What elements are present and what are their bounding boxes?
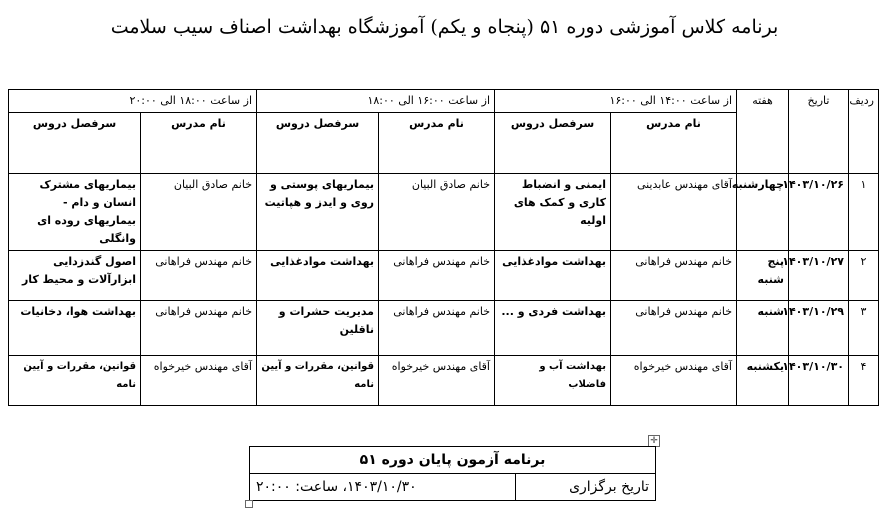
- row-teacher-3: آقای مهندس خیرخواه: [141, 356, 257, 406]
- header-day: هفته: [737, 90, 789, 174]
- row-radif: ۴: [849, 356, 879, 406]
- row-radif: ۳: [849, 301, 879, 356]
- row-radif: ۱: [849, 174, 879, 251]
- header-teacher-3: نام مدرس: [141, 113, 257, 174]
- row-date: ۱۴۰۳/۱۰/۳۰: [789, 356, 849, 406]
- row-topic-2: مدیریت حشرات و ناقلین: [257, 301, 379, 356]
- row-date: ۱۴۰۳/۱۰/۲۶: [789, 174, 849, 251]
- row-day: چهارشنبه: [737, 174, 789, 251]
- row-teacher-1: خانم مهندس فراهانی: [611, 251, 737, 301]
- header-teacher-1: نام مدرس: [611, 113, 737, 174]
- row-topic-1: بهداشت آب و فاضلاب: [495, 356, 611, 406]
- row-topic-1: بهداشت فردی و ...: [495, 301, 611, 356]
- row-teacher-3: خانم مهندس فراهانی: [141, 301, 257, 356]
- resize-handle[interactable]: [245, 500, 253, 508]
- row-topic-2: بیماریهای پوستی و روی و ایدز و هپاتیت: [257, 174, 379, 251]
- row-day: شنبه: [737, 301, 789, 356]
- move-icon[interactable]: ✛: [648, 435, 660, 447]
- row-radif: ۲: [849, 251, 879, 301]
- row-teacher-1: آقای مهندس خیرخواه: [611, 356, 737, 406]
- exam-table: [249, 446, 656, 501]
- row-teacher-3: خانم مهندس فراهانی: [141, 251, 257, 301]
- header-topic-1: سرفصل دروس: [495, 113, 611, 174]
- row-teacher-2: خانم مهندس فراهانی: [379, 251, 495, 301]
- row-teacher-3: خانم صادق البیان: [141, 174, 257, 251]
- exam-date-value: ۱۴۰۳/۱۰/۳۰، ساعت: ۲۰:۰۰: [250, 474, 516, 501]
- row-topic-3: بیماریهای مشترک انسان و دام - بیماریهای روده ای وانگلی: [9, 174, 141, 251]
- header-topic-3: سرفصل دروس: [9, 113, 141, 174]
- row-teacher-1: خانم مهندس فراهانی: [611, 301, 737, 356]
- row-topic-1: بهداشت موادغذایی: [495, 251, 611, 301]
- table-row: [9, 301, 879, 356]
- exam-date-label: تاریخ برگزاری: [516, 474, 656, 501]
- header-slot-3: از ساعت ۱۸:۰۰ الی ۲۰:۰۰: [9, 90, 257, 113]
- row-day: پنج شنبه: [737, 251, 789, 301]
- table-row: [9, 174, 879, 251]
- schedule-table: [8, 89, 879, 406]
- exam-title: برنامه آزمون پایان دوره ۵۱: [250, 447, 656, 474]
- row-day: یکشنبه: [737, 356, 789, 406]
- row-topic-2: بهداشت موادغذایی: [257, 251, 379, 301]
- row-teacher-2: خانم مهندس فراهانی: [379, 301, 495, 356]
- row-teacher-2: خانم صادق البیان: [379, 174, 495, 251]
- header-radif: ردیف: [849, 90, 879, 174]
- row-date: ۱۴۰۳/۱۰/۲۷: [789, 251, 849, 301]
- row-teacher-1: آقای مهندس عابدینی: [611, 174, 737, 251]
- header-slot-1: از ساعت ۱۴:۰۰ الی ۱۶:۰۰: [495, 90, 737, 113]
- row-date: ۱۴۰۳/۱۰/۲۹: [789, 301, 849, 356]
- row-teacher-2: آقای مهندس خیرخواه: [379, 356, 495, 406]
- row-topic-2: قوانین، مقررات و آیین نامه: [257, 356, 379, 406]
- row-topic-3: قوانین، مقررات و آیین نامه: [9, 356, 141, 406]
- row-topic-3: بهداشت هوا، دخانیات: [9, 301, 141, 356]
- row-topic-1: ایمنی و انضباط کاری و کمک های اولیه: [495, 174, 611, 251]
- header-slot-2: از ساعت ۱۶:۰۰ الی ۱۸:۰۰: [257, 90, 495, 113]
- table-row: [9, 356, 879, 406]
- page-title: برنامه کلاس آموزشی دوره ۵۱ (پنجاه و یکم) آموزشگاه بهداشت اصناف سیب سلامت: [110, 16, 779, 38]
- row-topic-3: اصول گندزدایی ابزارآلات و محیط کار: [9, 251, 141, 301]
- header-teacher-2: نام مدرس: [379, 113, 495, 174]
- header-topic-2: سرفصل دروس: [257, 113, 379, 174]
- table-row: [9, 251, 879, 301]
- header-date: تاریخ: [789, 90, 849, 174]
